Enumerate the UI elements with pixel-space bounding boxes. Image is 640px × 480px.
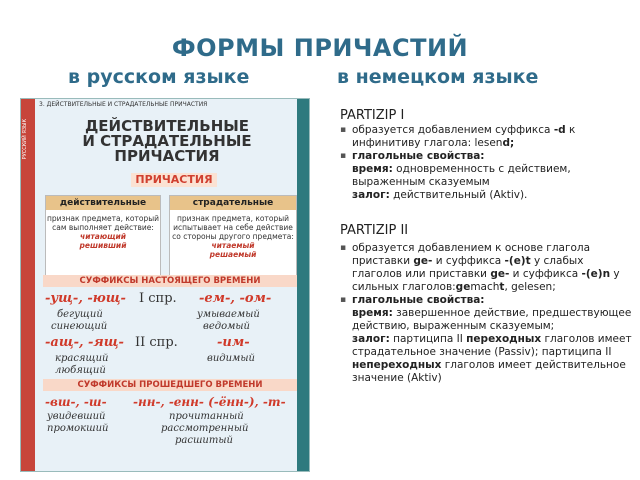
active-box [45, 195, 161, 283]
word-rassmotrennyy: рассмотренный [161, 423, 249, 434]
partizip-2-title: PARTIZIP II [340, 223, 409, 238]
poster-right-strip [297, 99, 309, 471]
word-vedomyy: ведомый [203, 321, 250, 332]
poster-heading [39, 119, 295, 164]
suffix-passive-1 [199, 291, 271, 306]
active-label: действительные [46, 196, 160, 210]
suffix-passive-2-text: -им- [217, 335, 250, 350]
partizip-2-properties: ▪ глагольные свойства: время: завершенное действие, предшествующее действию, выраженным сказуемым; залог: партиципа II переходных глаголов имеет страдательное значение (Passiv); партиципа II непереходных глаголов имеет действительное значение (Aktiv) [340, 294, 632, 385]
passive-example-1: читаемый [211, 241, 255, 250]
suffix-past-passive [133, 395, 286, 409]
suffix-active-2 [45, 335, 124, 350]
russian-poster-image [20, 98, 310, 472]
passive-desc-text: признак предмета, который испытывает на себе действие со стороны другого предмета: [172, 214, 294, 241]
suffix-active-2-text: -ащ-, -ящ- [45, 335, 124, 350]
word-sineyushchiy: синеющий [51, 321, 108, 332]
word-krasyashchiy: крaсящий [55, 353, 109, 364]
subtitle-russian: в русском языке [68, 66, 250, 88]
passive-label: страдательные [170, 196, 296, 210]
present-suffix-header: СУФФИКСЫ НАСТОЯЩЕГО ВРЕМЕНИ [43, 275, 297, 287]
poster-banner: ПРИЧАСТИЯ [131, 173, 217, 187]
partizip-1-properties: ▪ глагольные свойства: время: одновременность с действием, выраженным сказуемым залог: действительный (Aktiv). [340, 150, 632, 202]
passive-desc [170, 210, 296, 259]
poster-side-text: РУССКИЙ ЯЗЫК [22, 119, 28, 160]
suffix-past-active [45, 395, 107, 409]
passive-box [169, 195, 297, 283]
word-promokshiy: промокший [47, 423, 109, 434]
active-example-2: решивший [79, 241, 127, 250]
partizip-1-list [340, 124, 632, 202]
poster-side-strip [21, 99, 35, 471]
word-uvidevshiy: увидевший [47, 411, 106, 422]
word-rasshityy: расшитый [175, 435, 233, 446]
word-vidimyy: видимый [207, 353, 255, 364]
poster-heading-line2: И СТРАДАТЕЛЬНЫЕ [82, 132, 252, 150]
passive-example-2: решаемый [209, 250, 257, 259]
partizip-1-formation: ▪ образуется добавлением суффикса -d к инфинитиву глагола: lesend; [340, 124, 632, 150]
partizip-2-list [340, 242, 632, 385]
suffix-past-active-text: -вш-, -ш- [45, 395, 107, 409]
partizip-2-formation: ▪ образуется добавлением к основе глагола приставки ge- и суффикса -(e)t у слабых глаголов или приставки ge- и суффикса -(e)n у сильных глаголов:gemacht, gelesen; [340, 242, 632, 294]
active-desc-text: признак предмета, который сам выполняет действие: [46, 214, 160, 232]
active-example-1: читающий [80, 232, 126, 241]
conjugation-2: II спр. [135, 335, 178, 350]
poster-top-text: 3. ДЕЙСТВИТЕЛЬНЫЕ И СТРАДАТЕЛЬНЫЕ ПРИЧАСТИЯ [39, 101, 208, 108]
suffix-active-1 [45, 291, 126, 306]
suffix-active-1-text: -ущ-, -ющ- [45, 291, 126, 306]
partizip-1-title: PARTIZIP I [340, 108, 405, 123]
past-suffix-header: СУФФИКСЫ ПРОШЕДШЕГО ВРЕМЕНИ [43, 379, 297, 391]
conjugation-1: I спр. [139, 291, 177, 306]
word-umyvaemyy: умываемый [197, 309, 260, 320]
suffix-passive-2 [217, 335, 250, 350]
subtitle-german: в немецком языке [337, 66, 539, 88]
suffix-passive-1-text: -ем-, -ом- [199, 291, 272, 306]
active-desc [46, 210, 160, 250]
page-title: ФОРМЫ ПРИЧАСТИЙ [171, 34, 469, 62]
suffix-past-passive-text: -нн-, -енн- (-ённ-), -т- [133, 395, 286, 409]
word-lyubyashchiy: любящий [55, 365, 106, 376]
poster-heading-line3: ПРИЧАСТИЯ [114, 147, 220, 165]
word-begushchiy: бегущий [57, 309, 103, 320]
poster-heading-line1: ДЕЙСТВИТЕЛЬНЫЕ [84, 117, 250, 135]
word-prochitannyy: прочитанный [169, 411, 244, 422]
